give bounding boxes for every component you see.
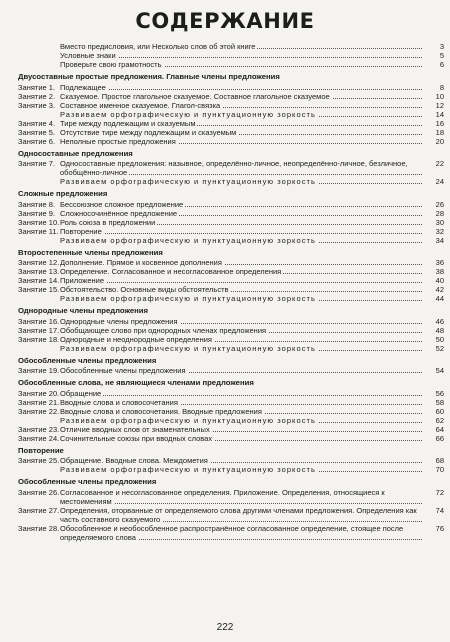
section-heading: Обособленные слова, не являющиеся членами предложения: [18, 378, 254, 387]
entry-title-wrap: [60, 267, 422, 276]
entry-title: Вместо предисловия, или Несколько слов об этой книге: [60, 42, 256, 51]
lesson-label: Занятие 22.: [18, 406, 60, 416]
toc-entry: [18, 267, 444, 276]
toc-entry: [18, 344, 444, 353]
toc-entry: [18, 119, 444, 128]
lesson-label: Занятие 16.: [18, 316, 60, 326]
entry-page-number: 56: [435, 388, 444, 398]
entry-page-number: 8: [439, 82, 444, 92]
entry-page-number: 54: [435, 366, 444, 375]
entry-title-wrap: [60, 344, 422, 353]
entry-title-wrap: [60, 236, 422, 245]
entry-page-number: 24: [435, 177, 444, 186]
toc-entry: [18, 317, 444, 326]
entry-title-wrap: [60, 506, 422, 524]
lesson-label: Занятие 13.: [18, 267, 60, 276]
entry-title: Обособленные члены предложения: [60, 366, 186, 375]
entry-page-number: 48: [435, 325, 444, 335]
entry-page-number: 28: [435, 208, 444, 218]
lesson-label: Занятие 10.: [18, 217, 60, 227]
entry-page-number: 6: [439, 60, 444, 69]
toc-section: [18, 42, 444, 69]
entry-page-number: 42: [435, 285, 444, 294]
entry-title: Развиваем орфографическую и пунктуационную зоркость: [60, 109, 316, 119]
entry-page-number: 18: [435, 127, 444, 137]
entry-title: Развиваем орфографическую и пунктуационную зоркость: [60, 235, 316, 245]
table-of-contents: [18, 42, 444, 546]
entry-page-number: 62: [435, 415, 444, 425]
entry-page-number: 3: [439, 42, 444, 51]
toc-entry: [18, 326, 444, 335]
toc-entry: [18, 60, 444, 69]
entry-title-wrap: [60, 258, 422, 267]
entry-title: Бессоюзное сложное предложение: [60, 199, 184, 209]
toc-entry: [18, 177, 444, 186]
dot-leader: [60, 88, 422, 90]
toc-entry: [18, 227, 444, 236]
toc-entry: [18, 407, 444, 416]
toc-entry: [18, 110, 444, 119]
dot-leader: [60, 232, 422, 234]
entry-title: Однородные члены предложения: [60, 316, 178, 326]
toc-entry: [18, 276, 444, 285]
entry-title: Условные знаки: [60, 51, 116, 60]
entry-page-number: 26: [435, 199, 444, 209]
toc-section: [18, 73, 444, 146]
section-heading: Повторение: [18, 445, 64, 455]
entry-title-wrap: [60, 177, 422, 186]
entry-title-wrap: [60, 456, 422, 465]
toc-entry: [18, 218, 444, 227]
lesson-label: Занятие 9.: [18, 208, 56, 218]
toc-entry: [18, 434, 444, 443]
entry-title-wrap: [60, 92, 422, 101]
toc-entry: [18, 456, 444, 465]
toc-entry: [18, 465, 444, 474]
toc-entry: [18, 488, 444, 506]
toc-section: [18, 447, 444, 475]
entry-page-number: 38: [435, 267, 444, 276]
section-heading: Обособленные члены предложения: [18, 355, 157, 365]
entry-page-number: 12: [435, 100, 444, 110]
toc-entry: [18, 137, 444, 146]
toc-entry: [18, 398, 444, 407]
entry-page-number: 64: [435, 424, 444, 434]
lesson-label: Занятие 15.: [18, 285, 60, 294]
entry-title: Подлежащее: [60, 82, 106, 92]
entry-title: Определение. Согласованное и несогласованное определения: [60, 267, 282, 276]
entry-title-wrap: [60, 488, 422, 506]
entry-title-wrap: [60, 389, 422, 398]
entry-title-wrap: [60, 209, 422, 218]
toc-entry: [18, 285, 444, 294]
entry-title: Определения, оторванные от определяемого слова другими членами предложения. Определения как часть составного сказуемого: [60, 505, 417, 524]
toc-entry: [18, 258, 444, 267]
lesson-label: Занятие 8.: [18, 199, 56, 209]
lesson-label: Занятие 20.: [18, 388, 60, 398]
lesson-label: Занятие 2.: [18, 91, 56, 101]
entry-title-wrap: [60, 416, 422, 425]
toc-entry: [18, 506, 444, 524]
entry-title: Приложение: [60, 276, 104, 285]
entry-title: Дополнение. Прямое и косвенное дополнения: [60, 258, 222, 267]
entry-page-number: 58: [435, 397, 444, 407]
entry-title-wrap: [60, 60, 422, 69]
section-heading: Однородные члены предложения: [18, 306, 149, 315]
entry-title-wrap: [60, 128, 422, 137]
entry-page-number: 52: [435, 343, 444, 353]
section-heading: Второстепенные члены предложения: [18, 247, 163, 257]
lesson-label: Занятие 18.: [18, 334, 60, 344]
lesson-label: Занятие 24.: [18, 433, 60, 443]
entry-title: Развиваем орфографическую и пунктуационную зоркость: [60, 465, 316, 474]
entry-title-wrap: [60, 42, 422, 51]
dot-leader: [60, 281, 422, 283]
toc-entry: [18, 92, 444, 101]
lesson-label: Занятие 17.: [18, 325, 60, 335]
entry-title: Тире между подлежащим и сказуемым: [60, 118, 196, 128]
toc-entry: [18, 51, 444, 60]
toc-entry: [18, 524, 444, 542]
entry-page-number: 36: [435, 258, 444, 267]
entry-title: Сказуемое. Простое глагольное сказуемое. Составное глагольное сказуемое: [60, 91, 330, 101]
dot-leader: [60, 502, 422, 504]
entry-title: Составное именное сказуемое. Глагол-связка: [60, 100, 221, 110]
entry-title: Отсутствие тире между подлежащим и сказуемым: [60, 127, 237, 137]
toc-section: [18, 190, 444, 245]
entry-title: Обобщающее слово при однородных членах предложения: [60, 325, 267, 335]
entry-title-wrap: [60, 425, 422, 434]
entry-title-wrap: [60, 110, 422, 119]
entry-title-wrap: [60, 218, 422, 227]
toc-entry: [18, 389, 444, 398]
entry-title: Сочинительные союзы при вводных словах: [60, 433, 213, 443]
section-heading: Обособленные члены предложения: [18, 477, 157, 486]
entry-title-wrap: [60, 317, 422, 326]
entry-page-number: 66: [435, 433, 444, 443]
dot-leader: [60, 394, 422, 396]
entry-page-number: 40: [435, 276, 444, 285]
entry-page-number: 50: [435, 334, 444, 344]
entry-title-wrap: [60, 326, 422, 335]
entry-title-wrap: [60, 285, 422, 294]
entry-title-wrap: [60, 398, 422, 407]
entry-title-wrap: [60, 465, 422, 474]
entry-page-number: 10: [435, 91, 444, 101]
toc-entry: [18, 209, 444, 218]
lesson-label: Занятие 27.: [18, 505, 60, 515]
entry-page-number: 20: [435, 136, 444, 146]
entry-title-wrap: [60, 407, 422, 416]
entry-title-wrap: [60, 137, 422, 146]
toc-section: [18, 357, 444, 376]
entry-title: Согласованное и несогласованное определения. Приложение. Определения, относящиеся к местоимениям: [60, 487, 385, 506]
entry-page-number: 22: [435, 159, 444, 168]
entry-page-number: 32: [435, 226, 444, 236]
entry-title-wrap: [60, 227, 422, 236]
section-heading: Двусоставные простые предложения. Главные члены предложения: [18, 72, 280, 81]
toc-entry: [18, 83, 444, 92]
entry-page-number: 14: [435, 109, 444, 119]
toc-entry: [18, 128, 444, 137]
entry-title-wrap: [60, 200, 422, 209]
entry-page-number: 30: [435, 217, 444, 227]
entry-title: Вводные слова и словосочетания: [60, 397, 178, 407]
toc-entry: [18, 366, 444, 375]
entry-title: Обращение. Вводные слова. Междометия: [60, 456, 208, 465]
entry-page-number: 44: [435, 294, 444, 303]
page-title: СОДЕРЖАНИЕ: [135, 9, 315, 33]
toc-entry: [18, 335, 444, 344]
entry-title: Односоставные предложения: назывное, определённо-личное, неопределённо-личное, безличное, обобщённо-личное: [60, 159, 408, 177]
entry-title-wrap: [60, 524, 422, 542]
entry-title: Вводные слова и словосочетания. Вводные предложения: [60, 406, 262, 416]
toc-section: [18, 249, 444, 304]
entry-title-wrap: [60, 159, 422, 177]
lesson-label: Занятие 19.: [18, 366, 60, 375]
entry-title-wrap: [60, 294, 422, 303]
toc-entry: [18, 416, 444, 425]
entry-title-wrap: [60, 276, 422, 285]
toc-section: [18, 150, 444, 187]
entry-title-wrap: [60, 119, 422, 128]
entry-title: Проверьте свою грамотность: [60, 60, 162, 69]
toc-entry: [18, 200, 444, 209]
toc-entry: [18, 101, 444, 110]
lesson-label: Занятие 12.: [18, 258, 60, 267]
lesson-label: Занятие 5.: [18, 127, 56, 137]
section-heading: Односоставные предложения: [18, 148, 133, 158]
lesson-label: Занятие 21.: [18, 397, 60, 407]
toc-entry: [18, 294, 444, 303]
toc-section: [18, 379, 444, 443]
section-heading: Сложные предложения: [18, 189, 108, 198]
lesson-label: Занятие 14.: [18, 276, 60, 285]
lesson-label: Занятие 25.: [18, 456, 60, 465]
entry-title: Повторение: [60, 226, 102, 236]
entry-title: Отличие вводных слов от знаменательных: [60, 424, 210, 434]
entry-title-wrap: [60, 434, 422, 443]
lesson-label: Занятие 6.: [18, 136, 56, 146]
entry-page-number: 68: [435, 456, 444, 465]
entry-page-number: 70: [435, 465, 444, 474]
entry-page-number: 46: [435, 316, 444, 326]
lesson-label: Занятие 26.: [18, 487, 60, 497]
entry-title-wrap: [60, 83, 422, 92]
entry-page-number: 5: [439, 51, 444, 60]
toc-entry: [18, 236, 444, 245]
entry-title: Однородные и неоднородные определения: [60, 334, 212, 344]
lesson-label: Занятие 23.: [18, 424, 60, 434]
entry-title: Развиваем орфографическую и пунктуационную зоркость: [60, 415, 316, 425]
entry-title-wrap: [60, 366, 422, 375]
lesson-label: Занятие 11.: [18, 226, 59, 236]
entry-title: Развиваем орфографическую и пунктуационную зоркость: [60, 177, 316, 186]
entry-title-wrap: [60, 101, 422, 110]
entry-title-wrap: [60, 51, 422, 60]
entry-page-number: 72: [435, 487, 444, 497]
entry-page-number: 76: [435, 523, 444, 533]
entry-title: Роль союза в предложении: [60, 217, 156, 227]
entry-page-number: 34: [435, 235, 444, 245]
toc-section: [18, 478, 444, 542]
toc-entry: [18, 425, 444, 434]
entry-title: Сложносочинённое предложение: [60, 208, 178, 218]
toc-entry: [18, 159, 444, 177]
entry-page-number: 60: [435, 406, 444, 416]
toc-entry: [18, 42, 444, 51]
entry-title: Развиваем орфографическую и пунктуационную зоркость: [60, 343, 316, 353]
lesson-label: Занятие 3.: [18, 100, 56, 110]
lesson-label: Занятие 28.: [18, 523, 60, 533]
lesson-label: Занятие 4.: [18, 118, 56, 128]
entry-title: Неполные простые предложения: [60, 136, 176, 146]
lesson-label: Занятие 1.: [18, 82, 56, 92]
entry-title: Обособленное и необособленное распространённое согласованное определение, стоящее после определяемого слова: [60, 523, 404, 542]
entry-page-number: 74: [435, 505, 444, 515]
toc-section: [18, 307, 444, 353]
entry-title-wrap: [60, 335, 422, 344]
page-number: 222: [216, 622, 234, 633]
lesson-label: Занятие 7.: [18, 159, 56, 168]
entry-title: Обстоятельство. Основные виды обстоятельств: [60, 285, 229, 294]
entry-page-number: 16: [435, 118, 444, 128]
entry-title: Развиваем орфографическую и пунктуационную зоркость: [60, 294, 316, 303]
entry-title: Обращение: [60, 388, 102, 398]
